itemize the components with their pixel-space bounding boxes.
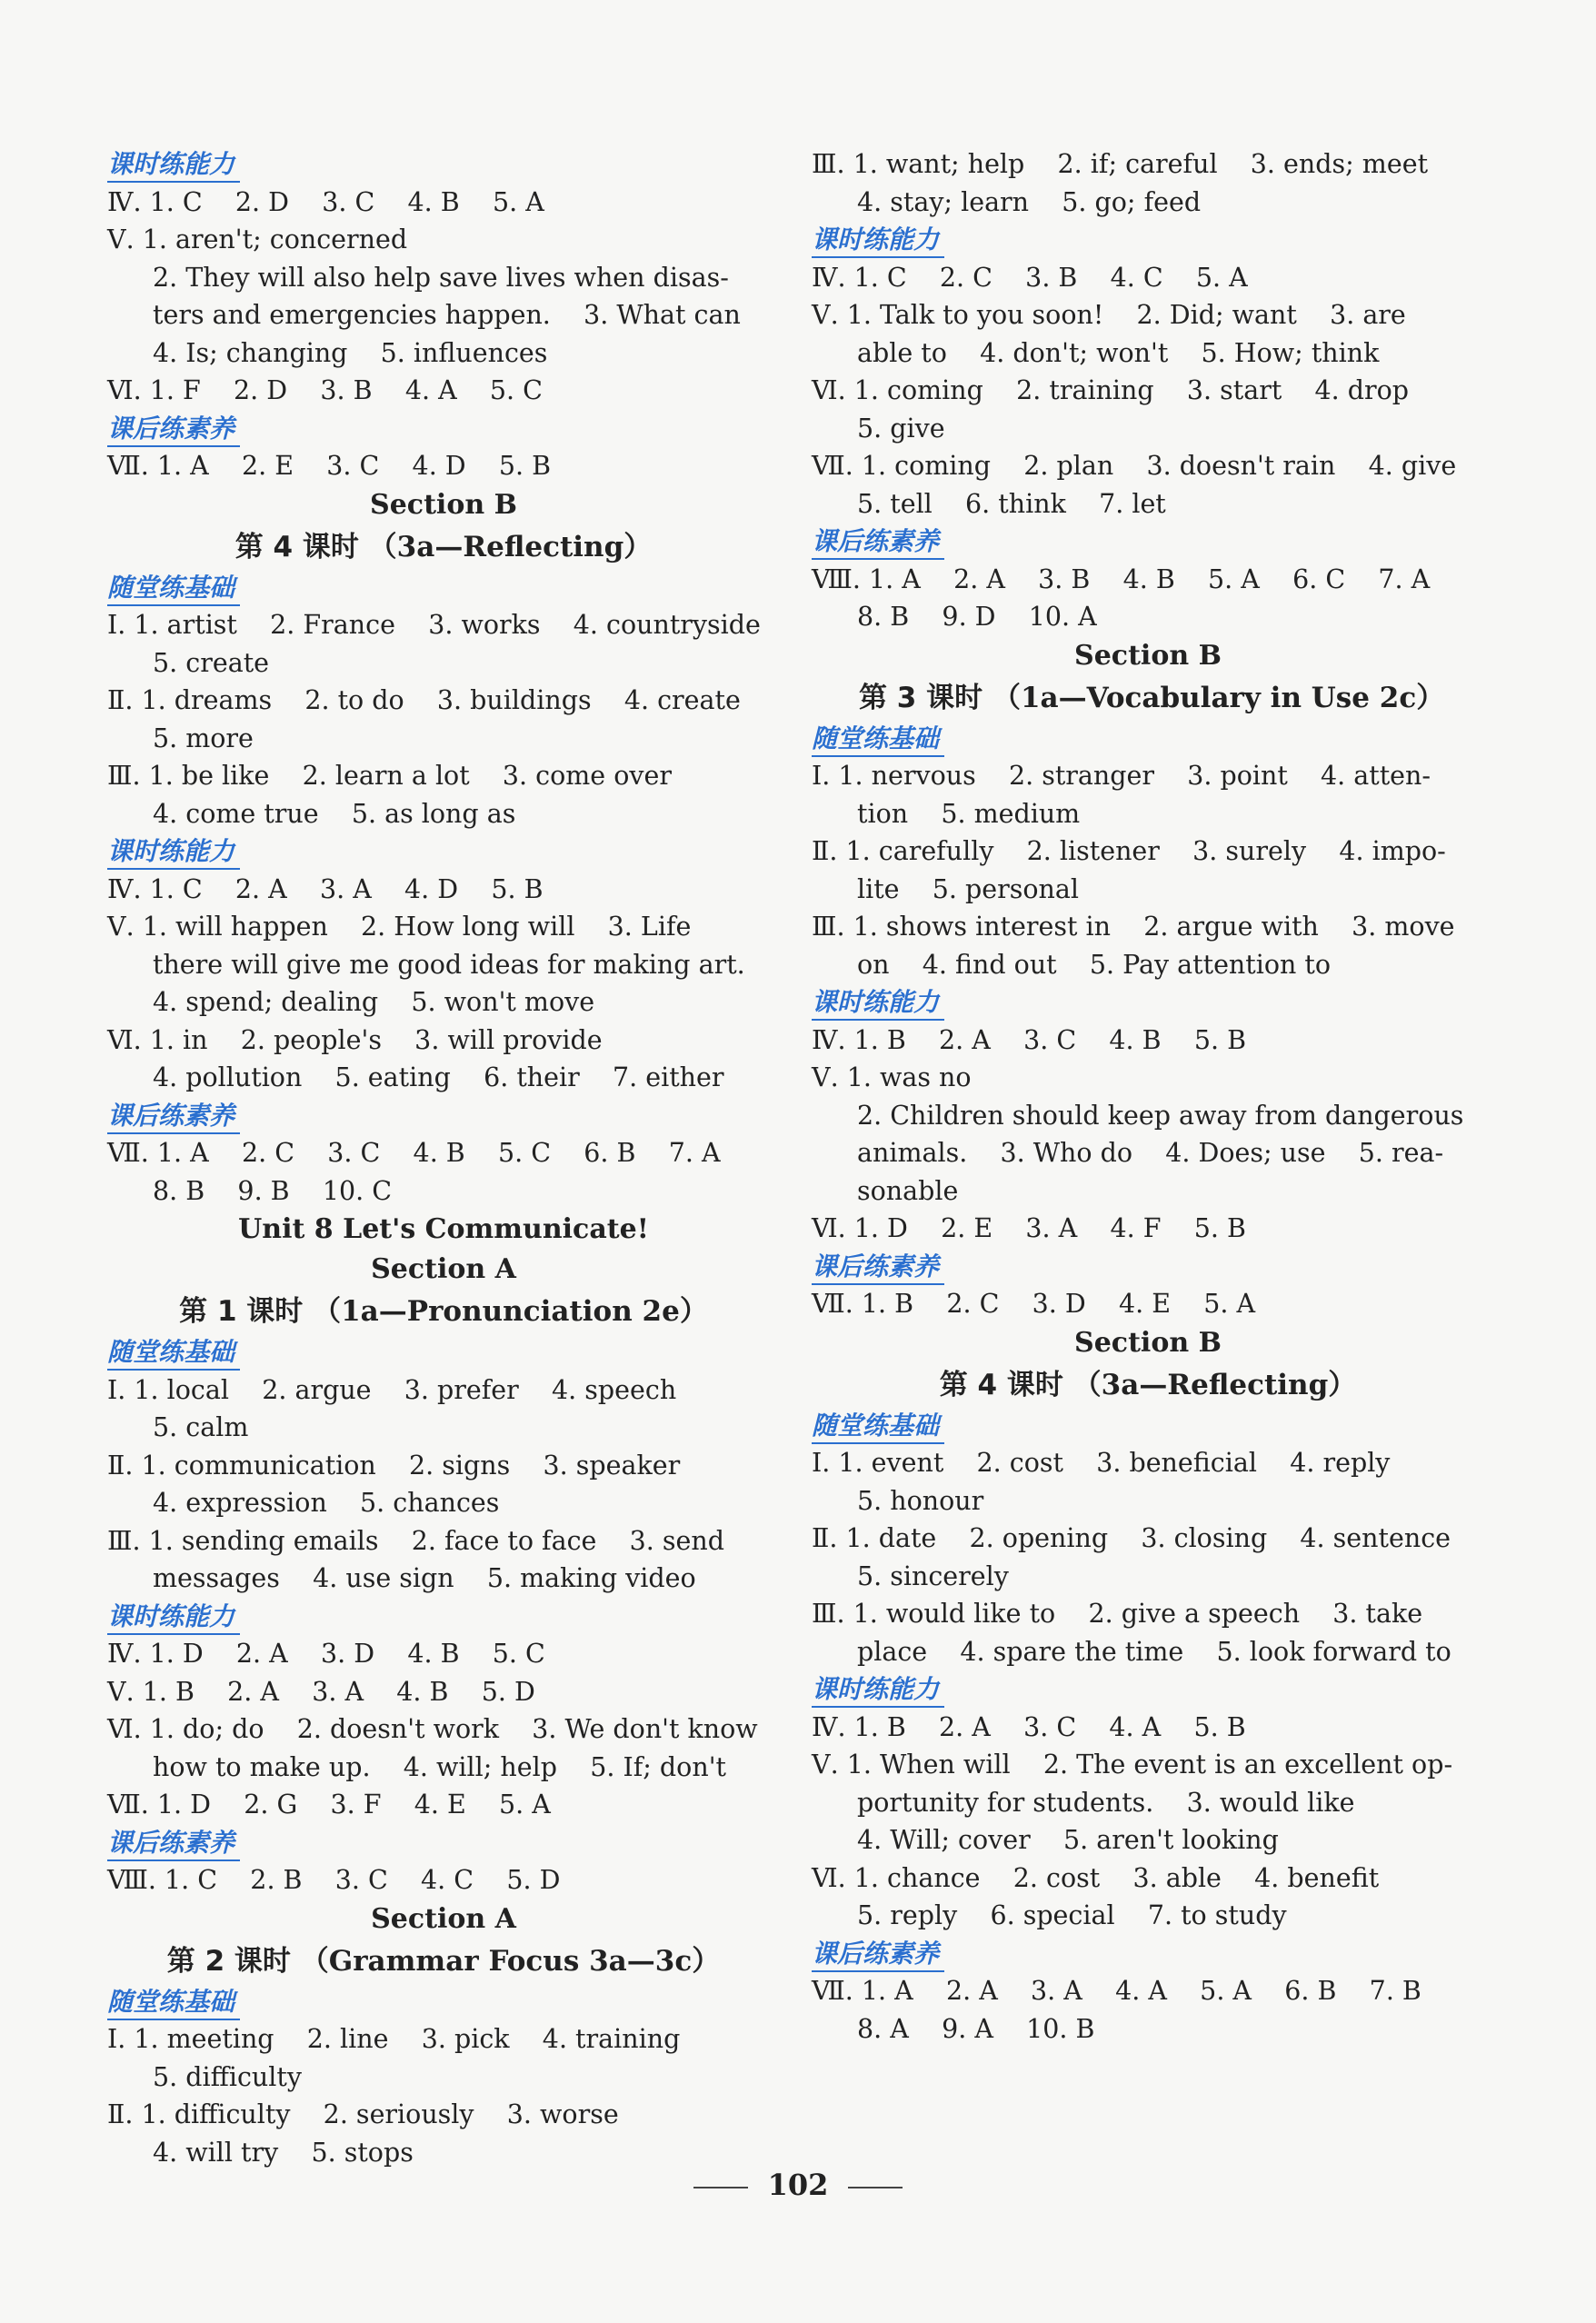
answer-line: Ⅶ. 1. B 2. C 3. D 4. E 5. A xyxy=(812,1289,1256,1319)
lesson-number: 第 2 课时 xyxy=(166,1944,291,1978)
lesson-number: 第 4 课时 xyxy=(939,1368,1063,1401)
category-heading-row xyxy=(107,1824,780,1862)
answer-line: Ⅲ. 1. be like 2. learn a lot 3. come over xyxy=(107,761,672,791)
answer-continuation-line: 8. A 9. A 10. B xyxy=(857,2013,1095,2044)
lesson-title xyxy=(107,525,780,569)
lesson-number: 第 4 课时 xyxy=(234,530,359,563)
answer-line: Ⅲ. 1. sending emails 2. face to face 3. send xyxy=(107,1525,724,1556)
answer-continuation-line: 5. honour xyxy=(857,1485,984,1516)
lesson-number: 第 1 课时 xyxy=(179,1295,304,1328)
lesson-range: （1a—Vocabulary in Use 2c） xyxy=(992,681,1445,714)
answer-line: Ⅲ. 1. would like to 2. give a speech 3. take xyxy=(812,1599,1423,1629)
answer-line: Ⅷ. 1. A 2. A 3. B 4. B 5. A 6. C 7. A xyxy=(812,563,1431,594)
answer-continuation-line: 5. give xyxy=(857,413,945,444)
answer-line: Ⅳ. 1. C 2. A 3. A 4. D 5. B xyxy=(107,873,544,904)
answer-line: Ⅲ. 1. want; help 2. if; careful 3. ends; meet xyxy=(812,149,1429,179)
answer-continuation-line: 5. sincerely xyxy=(857,1560,1009,1591)
category-heading-row xyxy=(812,983,1484,1022)
answer-line: Ⅳ. 1. D 2. A 3. D 4. B 5. C xyxy=(107,1639,545,1669)
answer-line: Ⅳ. 1. B 2. A 3. C 4. A 5. B xyxy=(812,1711,1246,1742)
category-heading-row xyxy=(107,410,780,448)
category-heading-row xyxy=(812,1248,1484,1286)
category-heading: 随堂练基础 xyxy=(107,1986,240,2020)
section-title: Unit 8 Let's Communicate! xyxy=(238,1213,649,1245)
answer-line: Ⅴ. 1. aren't; concerned xyxy=(107,224,408,254)
answer-continuation-line: 4. pollution 5. eating 6. their 7. either xyxy=(153,1062,724,1092)
answer-continuation-line: there will give me good ideas for making art. xyxy=(153,949,745,980)
answer-continuation-line: 8. B 9. B 10. C xyxy=(153,1175,393,1206)
category-heading-row xyxy=(812,1670,1484,1709)
answer-line: Ⅴ. 1. Talk to you soon! 2. Did; want 3. are xyxy=(812,300,1406,330)
right-column xyxy=(812,145,1484,2048)
answer-line: Ⅲ. 1. shows interest in 2. argue with 3. move xyxy=(812,912,1455,942)
answer-continuation-line: 2. They will also help save lives when disas- xyxy=(153,262,729,293)
answer-continuation-line: 5. create xyxy=(153,647,270,678)
lesson-range: （3a—Reflecting） xyxy=(1072,1368,1357,1401)
answer-line: Ⅳ. 1. C 2. C 3. B 4. C 5. A xyxy=(812,262,1248,293)
answer-continuation-line: 8. B 9. D 10. A xyxy=(857,602,1097,632)
answer-continuation-line: lite 5. personal xyxy=(857,873,1080,904)
section-title: Section A xyxy=(371,1902,516,1935)
answer-continuation-line: animals. 3. Who do 4. Does; use 5. rea- xyxy=(857,1138,1444,1168)
answer-continuation-line: 5. difficulty xyxy=(153,2061,302,2092)
answer-continuation-line: 4. will try 5. stops xyxy=(153,2137,414,2168)
answer-continuation-line: 5. more xyxy=(153,723,254,753)
section-title: Section A xyxy=(371,1253,516,1285)
lesson-range: （Grammar Focus 3a—3c） xyxy=(300,1944,721,1978)
category-heading: 课后练素养 xyxy=(812,525,944,560)
footer-rule-right xyxy=(848,2187,903,2188)
footer-rule-left xyxy=(693,2187,748,2188)
category-heading: 课后练素养 xyxy=(812,1938,944,1972)
category-heading-row xyxy=(107,569,780,607)
category-heading: 课时练能力 xyxy=(107,835,240,870)
category-heading: 课时练能力 xyxy=(812,224,944,258)
answer-continuation-line: portunity for students. 3. would like xyxy=(857,1787,1355,1818)
category-heading-row xyxy=(812,221,1484,259)
category-heading-row xyxy=(107,1983,780,2021)
lesson-title xyxy=(812,1363,1484,1407)
answer-line: Ⅱ. 1. communication 2. signs 3. speaker xyxy=(107,1450,681,1481)
category-heading-row xyxy=(812,1935,1484,1973)
answer-line: Ⅶ. 1. A 2. A 3. A 4. A 5. A 6. B 7. B xyxy=(812,1976,1421,2006)
answer-line: Ⅰ. 1. artist 2. France 3. works 4. countryside xyxy=(107,610,761,640)
answer-line: Ⅶ. 1. A 2. E 3. C 4. D 5. B xyxy=(107,451,552,481)
answer-continuation-line: able to 4. don't; won't 5. How; think xyxy=(857,337,1380,368)
category-heading-row xyxy=(812,720,1484,758)
page-footer xyxy=(0,2168,1596,2202)
answer-continuation-line: 4. stay; learn 5. go; feed xyxy=(857,186,1202,217)
left-column xyxy=(107,145,780,2171)
answer-line: Ⅵ. 1. in 2. people's 3. will provide xyxy=(107,1024,603,1055)
category-heading: 课时练能力 xyxy=(107,1600,240,1635)
category-heading-row xyxy=(107,832,780,871)
category-heading: 课时练能力 xyxy=(107,148,240,183)
lesson-title xyxy=(107,1290,780,1333)
category-heading: 课后练素养 xyxy=(107,1100,240,1134)
answer-continuation-line: ters and emergencies happen. 3. What can xyxy=(153,300,741,330)
answer-continuation-line: 5. tell 6. think 7. let xyxy=(857,488,1166,519)
answer-line: Ⅰ. 1. meeting 2. line 3. pick 4. training xyxy=(107,2024,681,2054)
category-heading: 课后练素养 xyxy=(107,1827,240,1861)
answer-line: Ⅱ. 1. date 2. opening 3. closing 4. sentence xyxy=(812,1523,1451,1553)
answer-continuation-line: 5. calm xyxy=(153,1412,249,1442)
answer-line: Ⅶ. 1. D 2. G 3. F 4. E 5. A xyxy=(107,1790,551,1820)
answer-line: Ⅵ. 1. coming 2. training 3. start 4. drop xyxy=(812,375,1410,405)
category-heading: 课后练素养 xyxy=(812,1251,944,1285)
answer-continuation-line: 5. reply 6. special 7. to study xyxy=(857,1900,1287,1930)
answer-continuation-line: 4. spend; dealing 5. won't move xyxy=(153,987,595,1017)
category-heading-row xyxy=(107,1598,780,1636)
answer-line: Ⅴ. 1. will happen 2. How long will 3. Life xyxy=(107,912,692,942)
category-heading-row xyxy=(107,145,780,184)
category-heading: 随堂练基础 xyxy=(107,1336,240,1371)
category-heading-row xyxy=(107,1097,780,1135)
answer-line: Ⅴ. 1. was no xyxy=(812,1062,972,1092)
category-heading: 课时练能力 xyxy=(812,986,944,1021)
section-title: Section B xyxy=(1074,1326,1222,1359)
answer-line: Ⅶ. 1. coming 2. plan 3. doesn't rain 4. give xyxy=(812,451,1457,481)
category-heading: 课后练素养 xyxy=(107,413,240,447)
answer-line: Ⅵ. 1. chance 2. cost 3. able 4. benefit xyxy=(812,1862,1380,1893)
lesson-title xyxy=(812,676,1484,720)
lesson-number: 第 3 课时 xyxy=(859,681,983,714)
category-heading-row xyxy=(812,523,1484,561)
section-title: Section B xyxy=(1074,639,1222,672)
answer-continuation-line: 4. Will; cover 5. aren't looking xyxy=(857,1825,1279,1855)
category-heading-row xyxy=(812,1407,1484,1445)
category-heading: 随堂练基础 xyxy=(812,723,944,757)
answer-line: Ⅷ. 1. C 2. B 3. C 4. C 5. D xyxy=(107,1865,561,1895)
answer-continuation-line: 4. expression 5. chances xyxy=(153,1488,500,1518)
answer-line: Ⅱ. 1. carefully 2. listener 3. surely 4. impo- xyxy=(812,836,1446,866)
lesson-range: （1a—Pronunciation 2e） xyxy=(313,1295,708,1328)
section-title: Section B xyxy=(370,488,517,521)
answer-continuation-line: 2. Children should keep away from dangerous xyxy=(857,1100,1464,1131)
answer-line: Ⅱ. 1. difficulty 2. seriously 3. worse xyxy=(107,2099,619,2129)
answer-line: Ⅵ. 1. D 2. E 3. A 4. F 5. B xyxy=(812,1213,1246,1243)
answer-continuation-line: tion 5. medium xyxy=(857,798,1081,829)
answer-line: Ⅰ. 1. local 2. argue 3. prefer 4. speech xyxy=(107,1374,677,1405)
answer-line: Ⅵ. 1. F 2. D 3. B 4. A 5. C xyxy=(107,375,543,405)
lesson-title xyxy=(107,1939,780,1983)
category-heading: 随堂练基础 xyxy=(812,1410,944,1444)
answer-line: Ⅵ. 1. do; do 2. doesn't work 3. We don't know xyxy=(107,1714,758,1744)
answer-line: Ⅰ. 1. nervous 2. stranger 3. point 4. atten- xyxy=(812,761,1431,791)
answer-continuation-line: how to make up. 4. will; help 5. If; don't xyxy=(153,1751,726,1782)
answer-continuation-line: place 4. spare the time 5. look forward to xyxy=(857,1636,1451,1667)
answer-line: Ⅴ. 1. When will 2. The event is an excellent op- xyxy=(812,1750,1453,1780)
lesson-range: （3a—Reflecting） xyxy=(368,530,653,563)
answer-continuation-line: messages 4. use sign 5. making video xyxy=(153,1563,696,1593)
answer-continuation-line: sonable xyxy=(857,1175,959,1206)
answer-continuation-line: on 4. find out 5. Pay attention to xyxy=(857,949,1332,980)
answer-continuation-line: 4. Is; changing 5. influences xyxy=(153,337,548,368)
answer-line: Ⅳ. 1. C 2. D 3. C 4. B 5. A xyxy=(107,186,544,217)
category-heading: 课时练能力 xyxy=(812,1673,944,1708)
answer-line: Ⅰ. 1. event 2. cost 3. beneficial 4. reply xyxy=(812,1448,1391,1478)
answer-line: Ⅱ. 1. dreams 2. to do 3. buildings 4. create xyxy=(107,685,741,715)
answer-line: Ⅴ. 1. B 2. A 3. A 4. B 5. D xyxy=(107,1676,535,1707)
answer-continuation-line: 4. come true 5. as long as xyxy=(153,798,516,829)
category-heading: 随堂练基础 xyxy=(107,572,240,606)
answer-line: Ⅳ. 1. B 2. A 3. C 4. B 5. B xyxy=(812,1024,1247,1055)
page-number: 102 xyxy=(767,2168,829,2202)
category-heading-row xyxy=(107,1333,780,1371)
answer-line: Ⅶ. 1. A 2. C 3. C 4. B 5. C 6. B 7. A xyxy=(107,1138,721,1168)
